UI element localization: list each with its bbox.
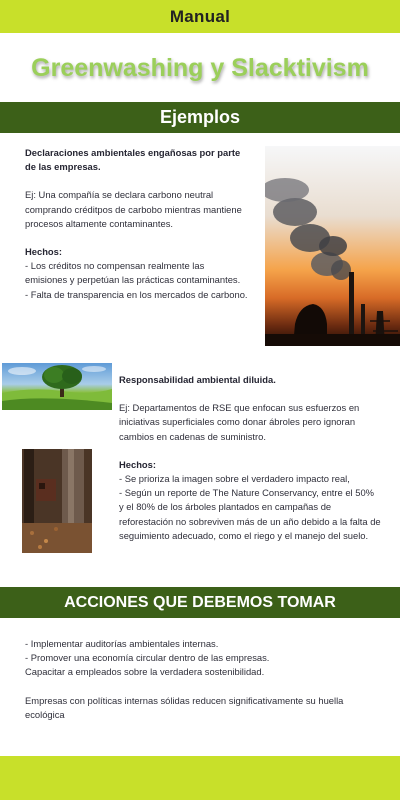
fact-item: - Falta de transparencia en los mercados de carbono. (25, 288, 248, 300)
header-label: Manual (169, 6, 231, 26)
section-header-examples (0, 102, 400, 133)
bottom-banner (0, 756, 400, 800)
section-heading: Ejemplos (159, 107, 241, 127)
fact-item: - Los créditos no compensan realmente las emisiones y perpetúan las prácticas contaminantes. (25, 260, 241, 286)
factory-smoke-image (265, 146, 400, 346)
action-item: Capacitar a empleados sobre la verdadera sostenibilidad. (25, 666, 265, 678)
action-item: - Implementar auditorías ambientales internas. (25, 638, 219, 649)
page-title: Greenwashing y Slacktivism (31, 54, 369, 82)
forest-trunk-image (22, 449, 92, 553)
facts-label: Hechos: (25, 246, 62, 258)
fact-item: - Según un reporte de The Nature Conservancy, entre el 50% y el 80% de los árboles plantados en campañas de reforestación no sobreviven más de un año debido a la falta de seguimiento adecuado, como el riego y el manejo del suelo. (119, 487, 381, 541)
facts-label: Hechos: (119, 458, 156, 470)
top-banner (0, 0, 400, 33)
fact-item: - Se prioriza la imagen sobre el verdadero impacto real, (119, 473, 350, 485)
example-description: Ej: Departamentos de RSE que enfocan sus esfuerzos en iniciativas superficiales como donar ábroles pero ignoran cambios en cadenas de suministro. (119, 402, 360, 442)
example-title: Declaraciones ambientales engañosas por parte de las empresas. (25, 147, 241, 173)
green-field-tree-image (2, 363, 112, 410)
actions-text (25, 637, 365, 722)
example-2-text (119, 373, 381, 543)
example-title: Responsabilidad ambiental diluida. (119, 374, 276, 385)
example-1-text (25, 146, 249, 302)
section-header-actions (0, 587, 400, 618)
action-item: - Promover una economía circular dentro de las empresas. (25, 652, 270, 664)
example-description: Ej: Una compañía se declara carbono neutral comprando créditpos de carbobo mientras mantiene procesos altamente contaminantes. (25, 189, 242, 229)
closing-statement: Empresas con políticas internas sólidas reducen significativamente su huella ecológica (25, 694, 344, 720)
section-heading: ACCIONES QUE DEBEMOS TOMAR (64, 593, 336, 611)
